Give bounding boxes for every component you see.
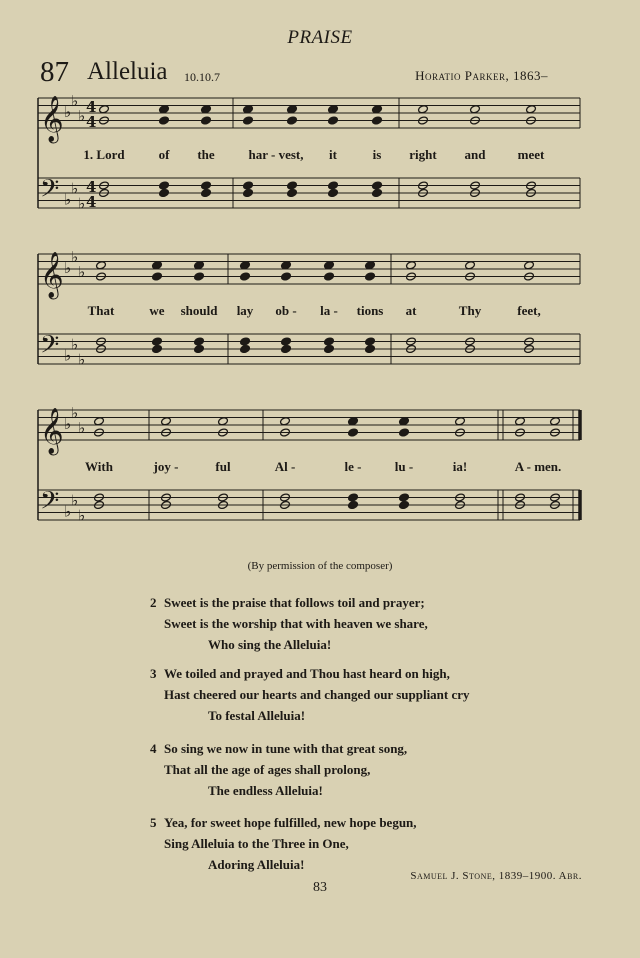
lyric-syllable: Thy [458, 303, 482, 318]
treble-clef-icon: 𝄞 [40, 408, 64, 454]
quarter-note-head [152, 337, 163, 346]
treble-clef-icon: 𝄞 [40, 252, 64, 298]
verse-line: Adoring Alleluia! [208, 857, 305, 872]
half-note-head [515, 417, 526, 426]
lyric-syllable: That [87, 303, 115, 318]
quarter-note-head [324, 261, 335, 270]
half-note-head [524, 261, 535, 270]
verse-5 [150, 812, 417, 875]
section-heading: PRAISE [287, 27, 353, 48]
quarter-note-head [159, 105, 170, 114]
time-signature-top: 4 [86, 178, 97, 196]
flat-icon: ♭ [78, 106, 86, 125]
quarter-note-head [159, 188, 170, 197]
quarter-note-head [159, 116, 170, 125]
hymn-meter: 10.10.7 [184, 70, 220, 84]
quarter-note-head [365, 272, 376, 281]
flat-icon: ♭ [78, 418, 86, 437]
bass-clef-icon: 𝄢 [40, 330, 60, 366]
flat-icon: ♭ [64, 259, 72, 277]
verse-line: Sweet is the praise that follows toil and prayer; [164, 595, 425, 610]
quarter-note-head [194, 261, 205, 270]
lyric-syllable: 1. Lord [83, 147, 125, 162]
lyric-syllable: at [405, 303, 417, 318]
verse-line: Yea, for sweet hope fulfilled, new hope begun, [164, 815, 417, 830]
quarter-note-head [152, 272, 163, 281]
quarter-note-head [324, 272, 335, 281]
quarter-note-head [399, 428, 410, 437]
quarter-note-head [365, 261, 376, 270]
quarter-note-head [240, 272, 251, 281]
flat-icon: ♭ [71, 247, 79, 266]
quarter-note-head [194, 344, 205, 353]
flat-icon: ♭ [64, 502, 72, 521]
verse-4 [150, 738, 407, 801]
quarter-note-head [365, 337, 376, 346]
flat-icon: ♭ [71, 491, 79, 510]
page-number: 83 [313, 880, 327, 895]
half-note-head [99, 105, 110, 114]
flat-icon: ♭ [78, 262, 86, 281]
quarter-note-head [348, 500, 359, 509]
lyric-syllable: is [372, 147, 382, 162]
quarter-note-head [372, 181, 383, 190]
half-note-head [455, 417, 466, 426]
lyric-syllable: ful [215, 459, 231, 474]
quarter-note-head [328, 188, 339, 197]
flat-icon: ♭ [71, 179, 79, 198]
quarter-note-head [365, 344, 376, 353]
hymn-title: Alleluia [87, 58, 168, 85]
quarter-note-head [399, 493, 410, 502]
quarter-note-head [243, 181, 254, 190]
half-note-head [465, 261, 476, 270]
verse-line: To festal Alleluia! [208, 708, 306, 723]
quarter-note-head [243, 105, 254, 114]
quarter-note-head [194, 337, 205, 346]
quarter-note-head [281, 344, 292, 353]
bass-clef-icon: 𝄢 [40, 174, 60, 210]
quarter-note-head [159, 181, 170, 190]
lyric-syllable: A - men. [514, 459, 562, 474]
flat-icon: ♭ [64, 346, 72, 365]
lyric-syllable: le - [344, 459, 362, 474]
quarter-note-head [152, 344, 163, 353]
half-note-head [470, 105, 481, 114]
lyric-syllable: lay [236, 303, 254, 318]
flat-icon: ♭ [71, 91, 79, 110]
lyric-syllable: the [197, 147, 215, 162]
quarter-note-head [201, 181, 212, 190]
verse-number: 3 [150, 666, 157, 681]
half-note-head [526, 105, 537, 114]
hymn-number: 87 [40, 56, 69, 88]
flat-icon: ♭ [64, 415, 72, 433]
time-signature-bottom: 4 [86, 113, 97, 131]
quarter-note-head [372, 188, 383, 197]
quarter-note-head [348, 493, 359, 502]
quarter-note-head [348, 428, 359, 437]
quarter-note-head [328, 116, 339, 125]
lyric-syllable: joy - [153, 459, 179, 474]
flat-icon: ♭ [64, 190, 72, 209]
permission-note: (By permission of the composer) [247, 560, 393, 572]
quarter-note-head [372, 105, 383, 114]
verse-number: 5 [150, 815, 157, 830]
verse-line: Hast cheered our hearts and changed our suppliant cry [164, 687, 470, 702]
quarter-note-head [281, 272, 292, 281]
quarter-note-head [201, 116, 212, 125]
quarter-note-head [287, 116, 298, 125]
lyric-syllable: meet [517, 147, 545, 162]
flat-icon: ♭ [64, 103, 72, 121]
flat-icon: ♭ [78, 350, 86, 369]
lyric-syllable: ob - [275, 303, 297, 318]
half-note-head [550, 417, 561, 426]
lyric-syllable: tions [356, 303, 384, 318]
quarter-note-head [194, 272, 205, 281]
quarter-note-head [348, 417, 359, 426]
lyric-syllable: and [464, 147, 486, 162]
quarter-note-head [240, 261, 251, 270]
verse-number: 2 [150, 595, 157, 610]
lyric-syllable: feet, [517, 303, 541, 318]
quarter-note-head [328, 181, 339, 190]
verse-line: We toiled and prayed and Thou hast heard on high, [164, 666, 450, 681]
flat-icon: ♭ [78, 506, 86, 525]
quarter-note-head [201, 188, 212, 197]
time-signature-top: 4 [86, 98, 97, 116]
quarter-note-head [372, 116, 383, 125]
half-note-head [406, 261, 417, 270]
half-note-head [94, 417, 105, 426]
quarter-note-head [240, 344, 251, 353]
lyric-syllable: Al - [274, 459, 296, 474]
quarter-note-head [243, 116, 254, 125]
lyric-syllable: With [85, 459, 113, 474]
flat-icon: ♭ [71, 403, 79, 422]
verse-3 [150, 663, 470, 726]
quarter-note-head [287, 188, 298, 197]
verse-line: Sing Alleluia to the Three in One, [164, 836, 349, 851]
composer-credit: Horatio Parker, 1863– [415, 68, 548, 83]
half-note-head [218, 417, 229, 426]
half-note-head [280, 417, 291, 426]
lyric-syllable: right [409, 147, 437, 162]
lyric-syllable: lu - [394, 459, 414, 474]
verse-line: Sweet is the worship that with heaven we share, [164, 616, 428, 631]
verse-line: The endless Alleluia! [208, 783, 323, 798]
verse-number: 4 [150, 741, 157, 756]
lyric-syllable: it [329, 147, 337, 162]
quarter-note-head [243, 188, 254, 197]
half-note-head [418, 105, 429, 114]
quarter-note-head [201, 105, 212, 114]
quarter-note-head [287, 105, 298, 114]
treble-clef-icon: 𝄞 [40, 96, 64, 142]
quarter-note-head [324, 344, 335, 353]
quarter-note-head [399, 417, 410, 426]
quarter-note-head [281, 337, 292, 346]
time-signature-bottom: 4 [86, 193, 97, 211]
quarter-note-head [152, 261, 163, 270]
flat-icon: ♭ [78, 194, 86, 213]
quarter-note-head [287, 181, 298, 190]
quarter-note-head [399, 500, 410, 509]
quarter-note-head [328, 105, 339, 114]
half-note-head [96, 261, 107, 270]
verse-2 [150, 592, 428, 655]
lyric-syllable: la - [320, 303, 338, 318]
quarter-note-head [240, 337, 251, 346]
quarter-note-head [281, 261, 292, 270]
lyric-syllable: ia! [452, 459, 468, 474]
lyric-syllable: should [180, 303, 218, 318]
verse-line: So sing we now in tune with that great song, [164, 741, 408, 756]
verse-line: Who sing the Alleluia! [208, 637, 332, 652]
lyric-syllable: we [149, 303, 165, 318]
lyric-syllable: har - vest, [248, 147, 304, 162]
flat-icon: ♭ [71, 335, 79, 354]
lyric-syllable: of [158, 147, 170, 162]
half-note-head [161, 417, 172, 426]
bass-clef-icon: 𝄢 [40, 486, 60, 522]
author-credit: Samuel J. Stone, 1839–1900. Abr. [410, 870, 582, 882]
verse-line: That all the age of ages shall prolong, [164, 762, 371, 777]
quarter-note-head [324, 337, 335, 346]
